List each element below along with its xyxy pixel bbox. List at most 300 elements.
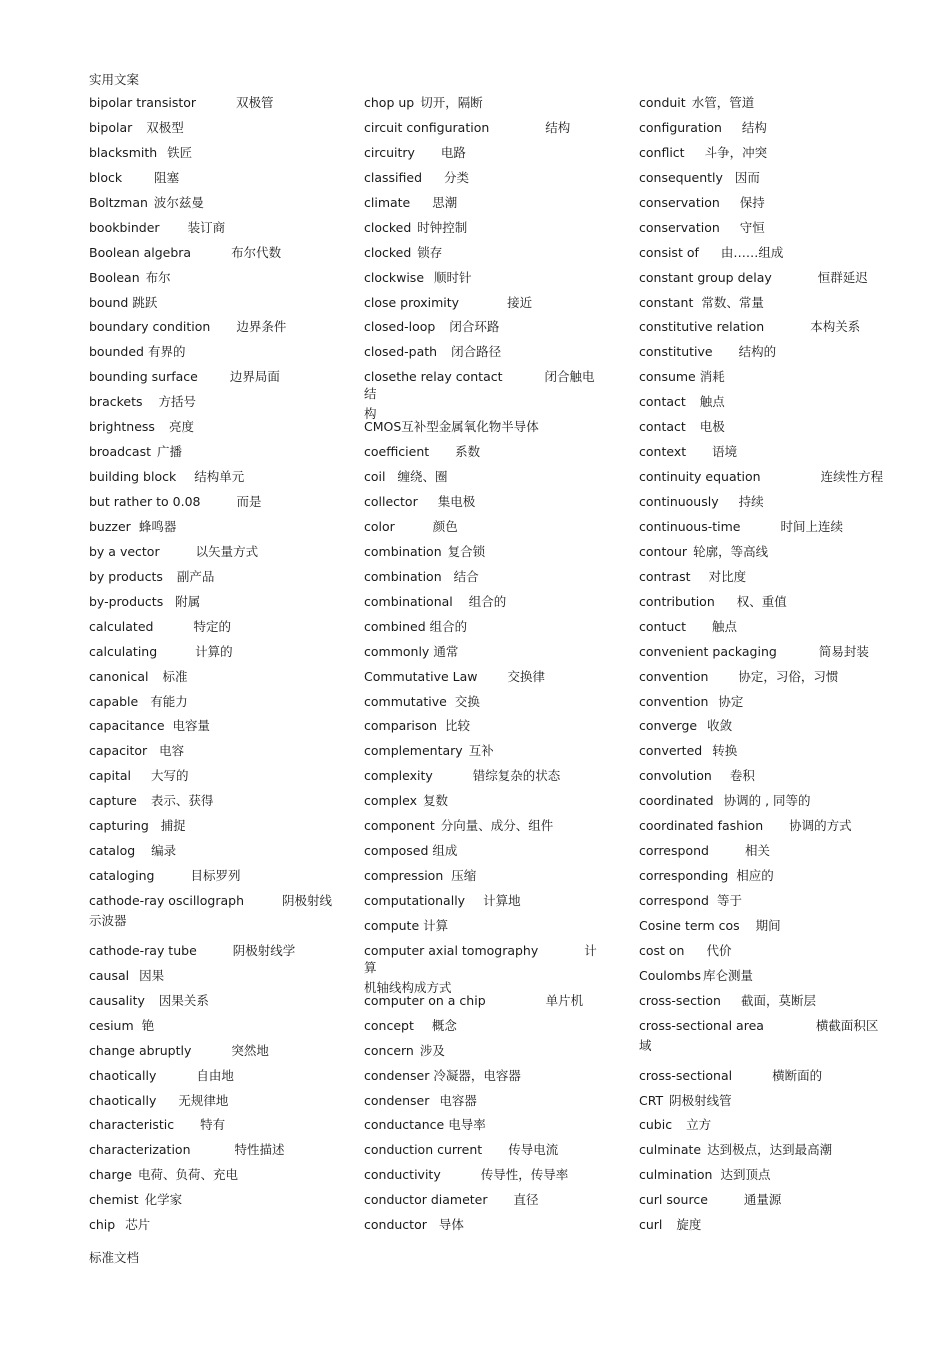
glossary-entry <box>639 643 879 668</box>
term-english: continuity equation <box>639 469 761 485</box>
term-chinese: 相应的 <box>736 868 774 884</box>
term-chinese: 压缩 <box>451 868 477 884</box>
glossary-entry <box>364 543 604 568</box>
glossary-entry <box>89 343 351 368</box>
term-chinese: 卷积 <box>729 768 755 784</box>
glossary-entry <box>364 668 604 693</box>
glossary-entry <box>639 493 879 518</box>
glossary-entry <box>364 94 604 119</box>
term-english: converge <box>639 718 698 734</box>
term-chinese: 布尔代数 <box>231 244 282 260</box>
glossary-entry <box>364 742 604 767</box>
term-chinese: 电导率 <box>448 1117 486 1133</box>
term-chinese: 电极 <box>699 419 725 435</box>
term-english: closed-path <box>364 344 438 360</box>
glossary-entry <box>89 194 351 219</box>
term-chinese: 通量源 <box>743 1192 782 1208</box>
term-chinese: 常数、常量 <box>701 294 764 310</box>
term-chinese: 编录 <box>151 843 177 859</box>
glossary-entry <box>89 593 351 618</box>
term-english: clocked <box>364 244 412 260</box>
term-english: consist of <box>639 244 699 260</box>
term-english: closethe relay contact <box>364 369 503 385</box>
term-english: chip <box>89 1217 116 1233</box>
glossary-entry <box>639 767 879 792</box>
term-english: causal <box>89 967 130 983</box>
term-chinese: 阴极射线学 <box>232 942 296 958</box>
term-english: bookbinder <box>89 219 160 235</box>
term-chinese: 锁存 <box>417 244 443 260</box>
term-chinese: 电路 <box>440 144 466 160</box>
term-chinese: 电容量 <box>172 718 211 734</box>
term-chinese: 缠绕、圈 <box>397 469 448 485</box>
term-english: canonical <box>89 668 149 684</box>
glossary-entry <box>89 867 351 892</box>
term-chinese: 由……组成 <box>720 244 784 260</box>
term-chinese: 接近 <box>507 294 533 310</box>
term-english: CMOS互补型金属氧化物半导体 <box>364 419 539 435</box>
glossary-entry <box>364 643 604 668</box>
term-english: bound <box>89 294 129 310</box>
term-chinese: 交换 <box>454 693 480 709</box>
glossary-entry <box>364 1191 604 1216</box>
term-chinese: 交换律 <box>507 668 546 684</box>
glossary-entry <box>89 992 351 1017</box>
glossary-entry <box>639 1017 879 1067</box>
term-chinese: 连续性方程 <box>820 469 884 485</box>
term-chinese: 切开，隔断 <box>420 95 483 110</box>
term-english: causality <box>89 992 145 1008</box>
term-english: cross-sectional area <box>639 1017 764 1033</box>
term-english: coefficient <box>364 444 430 460</box>
glossary-entry <box>364 992 604 1017</box>
term-chinese: 蜂鸣器 <box>138 518 177 534</box>
glossary-entry <box>89 1141 351 1166</box>
glossary-entry <box>364 942 604 995</box>
glossary-entry <box>364 1042 604 1067</box>
term-chinese: 顺时针 <box>434 269 472 285</box>
term-chinese: 而是 <box>236 494 262 509</box>
term-english: cross-section <box>639 992 721 1008</box>
term-chinese: 大写的 <box>150 768 189 784</box>
term-english: conservation <box>639 194 720 210</box>
glossary-entry <box>89 668 351 693</box>
glossary-entry <box>364 792 604 817</box>
glossary-entry <box>89 693 351 718</box>
term-english: correspond <box>639 843 709 859</box>
term-english: cathode-ray oscillograph <box>89 893 244 908</box>
term-chinese: 系数 <box>455 444 481 460</box>
term-chinese: 装订商 <box>187 219 226 235</box>
glossary-entry <box>639 144 879 169</box>
glossary-entry <box>639 194 879 219</box>
term-chinese: 对比度 <box>708 568 747 584</box>
term-english: convenient packaging <box>639 643 777 659</box>
term-english: compute <box>364 917 420 933</box>
glossary-entry <box>89 643 351 668</box>
term-english: circuit configuration <box>364 119 490 135</box>
term-english: chaotically <box>89 1067 157 1083</box>
term-chinese: 复合锁 <box>447 543 486 559</box>
glossary-entry <box>89 543 351 568</box>
glossary-entry <box>639 543 879 568</box>
term-english: contact <box>639 394 686 410</box>
term-english: composed <box>364 843 429 859</box>
page-footer: 标准文档 <box>89 1250 140 1265</box>
term-english: chemist <box>89 1192 139 1208</box>
term-english: but rather to 0.08 <box>89 494 201 509</box>
term-english: characteristic <box>89 1117 175 1133</box>
glossary-entry <box>364 593 604 618</box>
term-chinese: 方括号 <box>158 394 197 410</box>
term-english: chop up <box>364 95 415 110</box>
term-chinese: 持续 <box>738 494 764 509</box>
term-chinese: 标准 <box>162 668 188 684</box>
glossary-entry <box>364 693 604 718</box>
term-english: cesium <box>89 1017 134 1033</box>
term-english: change abruptly <box>89 1042 192 1058</box>
glossary-entry <box>639 1216 879 1241</box>
term-chinese: 边界局面 <box>229 369 280 385</box>
glossary-entry <box>639 917 879 942</box>
glossary-entry <box>639 468 884 493</box>
term-chinese-continued: 机轴线构成方式 <box>364 979 452 995</box>
term-english: capable <box>89 693 139 709</box>
term-english: coordinated fashion <box>639 818 764 834</box>
glossary-entry <box>364 368 604 422</box>
term-english: coil <box>364 469 386 485</box>
term-english: clockwise <box>364 269 425 285</box>
glossary-entry <box>364 568 604 593</box>
glossary-entry <box>364 194 604 219</box>
glossary-entry <box>639 1191 879 1216</box>
term-english: computer axial tomography <box>364 942 539 958</box>
term-english: Boolean <box>89 269 140 285</box>
glossary-entry <box>639 568 879 593</box>
glossary-entry <box>639 1116 879 1141</box>
glossary-entry <box>364 119 604 144</box>
term-chinese: 特有 <box>200 1117 226 1133</box>
term-chinese: 导体 <box>438 1217 464 1233</box>
term-english: conduit <box>639 95 686 110</box>
term-english: brightness <box>89 419 155 435</box>
term-english: complementary <box>364 743 463 759</box>
term-chinese-continued: 域 <box>639 1037 652 1053</box>
term-chinese: 权、重值 <box>736 593 787 609</box>
glossary-entry <box>364 318 604 343</box>
glossary-entry <box>89 942 351 967</box>
term-chinese: 附属 <box>175 593 201 609</box>
glossary-entry <box>639 518 879 543</box>
term-chinese: 协定 <box>718 693 744 709</box>
glossary-entry <box>364 418 604 443</box>
term-english: concern <box>364 1042 414 1058</box>
glossary-entry <box>639 94 879 119</box>
term-chinese: 布尔 <box>145 269 171 285</box>
glossary-entry <box>364 1141 604 1166</box>
term-chinese: 双极型 <box>146 119 184 135</box>
term-english: concept <box>364 1017 414 1033</box>
glossary-entry <box>364 144 604 169</box>
term-chinese: 比较 <box>445 718 471 734</box>
term-english: curl source <box>639 1192 708 1208</box>
glossary-entry <box>639 244 879 269</box>
glossary-entry <box>89 767 351 792</box>
term-chinese: 复数 <box>422 793 448 809</box>
term-english: by-products <box>89 593 164 609</box>
term-chinese: 闭合触电结 <box>364 369 595 402</box>
term-chinese: 副产品 <box>176 568 215 584</box>
glossary-entry <box>639 792 879 817</box>
glossary-entry <box>364 618 604 643</box>
page-header: 实用文案 <box>89 72 140 87</box>
glossary-entry <box>639 1067 879 1092</box>
term-english: conservation <box>639 219 720 235</box>
glossary-entry <box>364 443 604 468</box>
term-english: collector <box>364 494 418 510</box>
glossary-entry <box>364 219 604 244</box>
glossary-entry <box>364 169 604 194</box>
term-english: contribution <box>639 593 715 609</box>
term-chinese: 因果关系 <box>158 992 209 1008</box>
term-chinese: 斗争，冲突 <box>704 144 768 160</box>
term-chinese: 传导电流 <box>508 1142 559 1158</box>
term-chinese: 芯片 <box>125 1217 151 1233</box>
term-chinese: 结合 <box>453 568 479 584</box>
glossary-entry <box>364 1017 604 1042</box>
term-english: convention <box>639 693 709 709</box>
term-chinese: 以矢量方式 <box>195 543 259 559</box>
glossary-entry <box>89 967 351 992</box>
term-chinese: 突然地 <box>231 1042 269 1058</box>
term-chinese: 分类 <box>444 169 470 185</box>
term-english: block <box>89 169 123 185</box>
term-chinese: 特定的 <box>193 618 231 634</box>
term-chinese: 通常 <box>433 643 459 659</box>
term-english: corresponding <box>639 868 729 884</box>
term-english: converted <box>639 743 703 759</box>
term-chinese: 收敛 <box>707 718 733 734</box>
term-chinese: 化学家 <box>144 1192 183 1208</box>
term-english: bipolar <box>89 119 133 135</box>
term-chinese-continued: 示波器 <box>89 913 127 928</box>
term-english: conductivity <box>364 1167 441 1183</box>
term-chinese: 触点 <box>712 618 738 634</box>
term-english: constitutive <box>639 344 713 360</box>
term-chinese: 自由地 <box>196 1067 234 1083</box>
glossary-entry <box>89 418 351 443</box>
term-chinese: 结构 <box>545 119 571 135</box>
term-english: convention <box>639 668 709 684</box>
glossary-entry <box>89 94 351 119</box>
term-chinese: 触点 <box>699 394 725 410</box>
glossary-entry <box>639 817 879 842</box>
glossary-entry <box>89 1166 351 1191</box>
term-chinese: 电荷、负荷、充电 <box>138 1167 239 1183</box>
term-chinese: 保持 <box>739 194 765 210</box>
term-english: curl <box>639 1217 663 1233</box>
term-english: computationally <box>364 893 466 909</box>
glossary-entry <box>639 842 879 867</box>
term-chinese: 单片机 <box>545 992 584 1008</box>
term-english: capturing <box>89 818 149 834</box>
term-english: capture <box>89 793 137 809</box>
glossary-entry <box>89 742 351 767</box>
glossary-entry <box>639 1166 879 1191</box>
term-english: capital <box>89 768 131 784</box>
term-english: cathode-ray tube <box>89 942 197 958</box>
term-chinese: 因而 <box>734 169 760 185</box>
glossary-entry <box>89 717 351 742</box>
glossary-entry <box>89 294 351 319</box>
term-chinese: 消耗 <box>699 369 725 385</box>
glossary-entry <box>639 418 879 443</box>
term-chinese: 无规律地 <box>178 1092 229 1108</box>
glossary-entry <box>89 842 351 867</box>
term-english: closed-loop <box>364 319 436 335</box>
glossary-entry <box>639 269 879 294</box>
glossary-entry <box>639 219 879 244</box>
term-chinese: 协定，习俗，习惯 <box>738 668 839 684</box>
glossary-entry <box>639 368 879 393</box>
glossary-entry <box>364 468 604 493</box>
term-english: conflict <box>639 144 685 160</box>
term-english: clocked <box>364 219 412 235</box>
term-chinese: 思潮 <box>432 194 458 210</box>
term-chinese: 守恒 <box>739 219 765 235</box>
term-chinese: 截面，莫断层 <box>740 992 816 1008</box>
term-english: close proximity <box>364 294 460 310</box>
term-english: contrast <box>639 568 691 584</box>
term-chinese: 等于 <box>716 893 742 908</box>
term-chinese: 铁匠 <box>167 144 193 160</box>
glossary-entry <box>639 892 879 917</box>
term-chinese: 目标罗列 <box>190 868 241 884</box>
glossary-entry <box>639 967 879 992</box>
glossary-entry <box>364 518 604 543</box>
term-english: condenser <box>364 1092 430 1108</box>
glossary-entry <box>639 717 879 742</box>
term-chinese: 涉及 <box>419 1042 445 1058</box>
term-chinese: 颜色 <box>432 518 458 534</box>
term-english: constant group delay <box>639 269 772 285</box>
term-chinese: 计算地 <box>483 893 521 909</box>
term-english: CRT <box>639 1092 664 1108</box>
term-english: contuct <box>639 618 687 634</box>
glossary-entry <box>639 169 879 194</box>
term-chinese: 表示、获得 <box>150 793 214 809</box>
glossary-entry <box>364 343 604 368</box>
glossary-entry <box>89 1017 351 1042</box>
term-english: Commutative Law <box>364 668 478 684</box>
glossary-entry <box>364 867 604 892</box>
term-chinese: 集电极 <box>437 494 476 510</box>
term-chinese: 计算 <box>423 917 449 933</box>
term-english: Coulombs <box>639 967 702 983</box>
term-english: coordinated <box>639 793 714 809</box>
glossary-entry <box>639 318 879 343</box>
glossary-column-1 <box>89 94 351 1241</box>
glossary-entry <box>639 443 879 468</box>
glossary-entry <box>364 294 604 319</box>
term-chinese: 库仑测量 <box>703 967 754 983</box>
term-chinese: 计算的 <box>195 643 233 659</box>
term-chinese: 阻塞 <box>154 169 180 185</box>
glossary-entry <box>639 992 879 1017</box>
term-english: buzzer <box>89 518 131 534</box>
glossary-entry <box>364 842 604 867</box>
term-chinese: 电容器 <box>439 1092 477 1108</box>
term-chinese: 阴极射线管 <box>669 1092 732 1108</box>
term-english: cost on <box>639 942 685 958</box>
term-chinese: 广播 <box>157 444 183 460</box>
term-chinese: 转换 <box>712 743 738 759</box>
term-chinese: 有能力 <box>150 693 188 709</box>
glossary-entry <box>364 269 604 294</box>
glossary-entry <box>364 767 604 792</box>
glossary-entry <box>89 368 351 393</box>
term-english: computer on a chip <box>364 992 486 1008</box>
term-chinese: 代价 <box>706 942 732 958</box>
glossary-entry <box>89 144 351 169</box>
term-chinese: 边界条件 <box>236 319 287 335</box>
term-english: climate <box>364 194 411 210</box>
term-chinese: 概念 <box>431 1017 457 1033</box>
term-chinese: 协调的 , 同等的 <box>723 793 811 809</box>
glossary-entry <box>639 618 879 643</box>
glossary-entry <box>639 294 879 319</box>
term-english: component <box>364 818 435 834</box>
term-chinese: 协调的方式 <box>789 818 852 834</box>
term-chinese: 亮度 <box>168 419 194 435</box>
glossary-entry <box>89 393 351 418</box>
term-english: by a vector <box>89 543 160 559</box>
glossary-column-3 <box>639 94 884 1241</box>
term-chinese: 直径 <box>513 1192 539 1208</box>
term-chinese: 组合的 <box>429 618 468 634</box>
term-english: commonly <box>364 643 430 659</box>
term-chinese: 跳跃 <box>132 294 158 310</box>
term-chinese: 闭合路径 <box>451 344 502 360</box>
term-english: constitutive relation <box>639 319 765 335</box>
glossary-entry <box>89 244 351 269</box>
term-english: cross-sectional <box>639 1067 733 1083</box>
glossary-entry <box>364 1116 604 1141</box>
term-english: characterization <box>89 1142 191 1158</box>
term-english: comparison <box>364 718 437 734</box>
term-chinese: 轮廓，等高线 <box>693 543 769 559</box>
glossary-entry <box>89 1216 351 1241</box>
term-chinese: 传导性，传导率 <box>480 1167 569 1183</box>
term-chinese: 结构的 <box>738 344 777 360</box>
glossary-entry <box>89 468 351 493</box>
term-chinese: 有界的 <box>148 344 186 360</box>
term-english: calculating <box>89 643 158 659</box>
glossary-entry <box>89 518 351 543</box>
glossary-entry <box>89 169 351 194</box>
term-chinese: 横断面的 <box>772 1067 823 1083</box>
glossary-entry <box>364 1166 604 1191</box>
term-english: charge <box>89 1167 132 1183</box>
term-english: culmination <box>639 1167 713 1183</box>
term-chinese: 特性描述 <box>234 1142 285 1158</box>
glossary-entry <box>364 917 604 942</box>
term-english: cubic <box>639 1117 673 1133</box>
glossary-entry <box>364 817 604 842</box>
term-english: boundary condition <box>89 319 211 335</box>
term-english: constant <box>639 294 694 310</box>
term-english: culminate <box>639 1142 702 1158</box>
